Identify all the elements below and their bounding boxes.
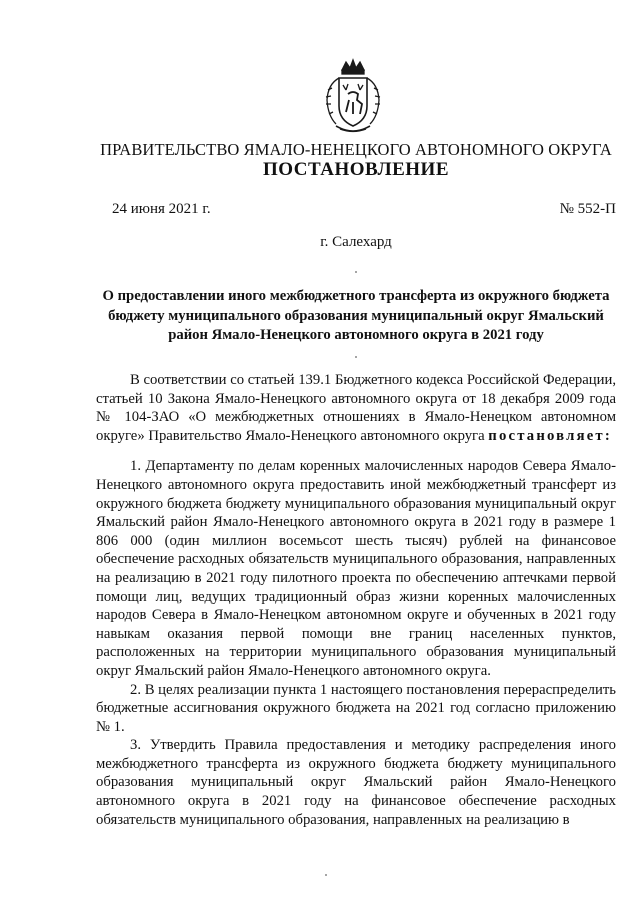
- document-city: г. Салехард: [320, 234, 392, 250]
- scan-dot: [325, 874, 327, 876]
- government-name: ПРАВИТЕЛЬСТВО ЯМАЛО-НЕНЕЦКОГО АВТОНОМНОГО ОКРУГА: [100, 140, 612, 159]
- document-type: ПОСТАНОВЛЕНИЕ: [262, 159, 450, 180]
- scan-dot: [355, 356, 357, 358]
- document-subject: О предоставлении иного межбюджетного трансферта из окружного бюджета бюджету муниципального образования муниципальный округ Ямальский район Ямало-Ненецкого автономного округа в 2021 году: [102, 288, 610, 343]
- document-date: 24 июня 2021 г.: [112, 201, 211, 217]
- item-1-paragraph: 1. Департаменту по делам коренных малочисленных народов Севера Ямало-Ненецкого автономного округа предоставить иной межбюджетный трансферт из окружного бюджета бюджету муниципального образования муниципальный округ Ямальский район Ямало-Ненецкого автономного округа в 2021 году в размере 1 806 000 (один миллион восемьсот шесть тысяч) рублей на финансовое обеспечение расходных обязательств муниципального образования, направленных на реализацию в 2021 году пилотного проекта по обеспечению аптечками первой помощи лиц, ведущих традиционный образ жизни коренных малочисленных народов Севера в Ямало-Ненецком автономном округе и обученных в 2021 году навыкам оказания первой помощи вне границ населенных пунктов, расположенных на территории муниципального образования муниципальный округ Ямальский район Ямало-Ненецкого автономного округа.: [96, 458, 616, 679]
- document-number: № 552-П: [559, 201, 616, 217]
- scan-dot: [355, 271, 357, 273]
- preamble-paragraph: [96, 371, 616, 445]
- item-3-paragraph: 3. Утвердить Правила предоставления и методику распределения иного межбюджетного трансферта из окружного бюджета бюджету муниципального образования муниципальный округ Ямальский район Ямало-Ненецкого автономного округа в 2021 году на финансовое обеспечение расходных обязательств муниципального образования, направленных на реализацию в: [96, 737, 616, 828]
- preamble-text: В соответствии со статьей 139.1 Бюджетного кодекса Российской Федерации, статьей 10 Закона Ямало-Ненецкого автономного округа от 18 декабря 2009 года № 104-ЗАО «О межбюджетных отношениях в Ямало-Ненецком автономном округе» Правительство Ямало-Ненецкого автономного округа: [96, 372, 616, 444]
- document-body: [96, 371, 616, 829]
- item-2-paragraph: 2. В целях реализации пункта 1 настоящего постановления перераспределить бюджетные ассигнования окружного бюджета на 2021 год согласно приложению № 1.: [96, 681, 616, 735]
- coat-of-arms-icon: [322, 54, 384, 138]
- decree-word: постановляет:: [488, 427, 612, 444]
